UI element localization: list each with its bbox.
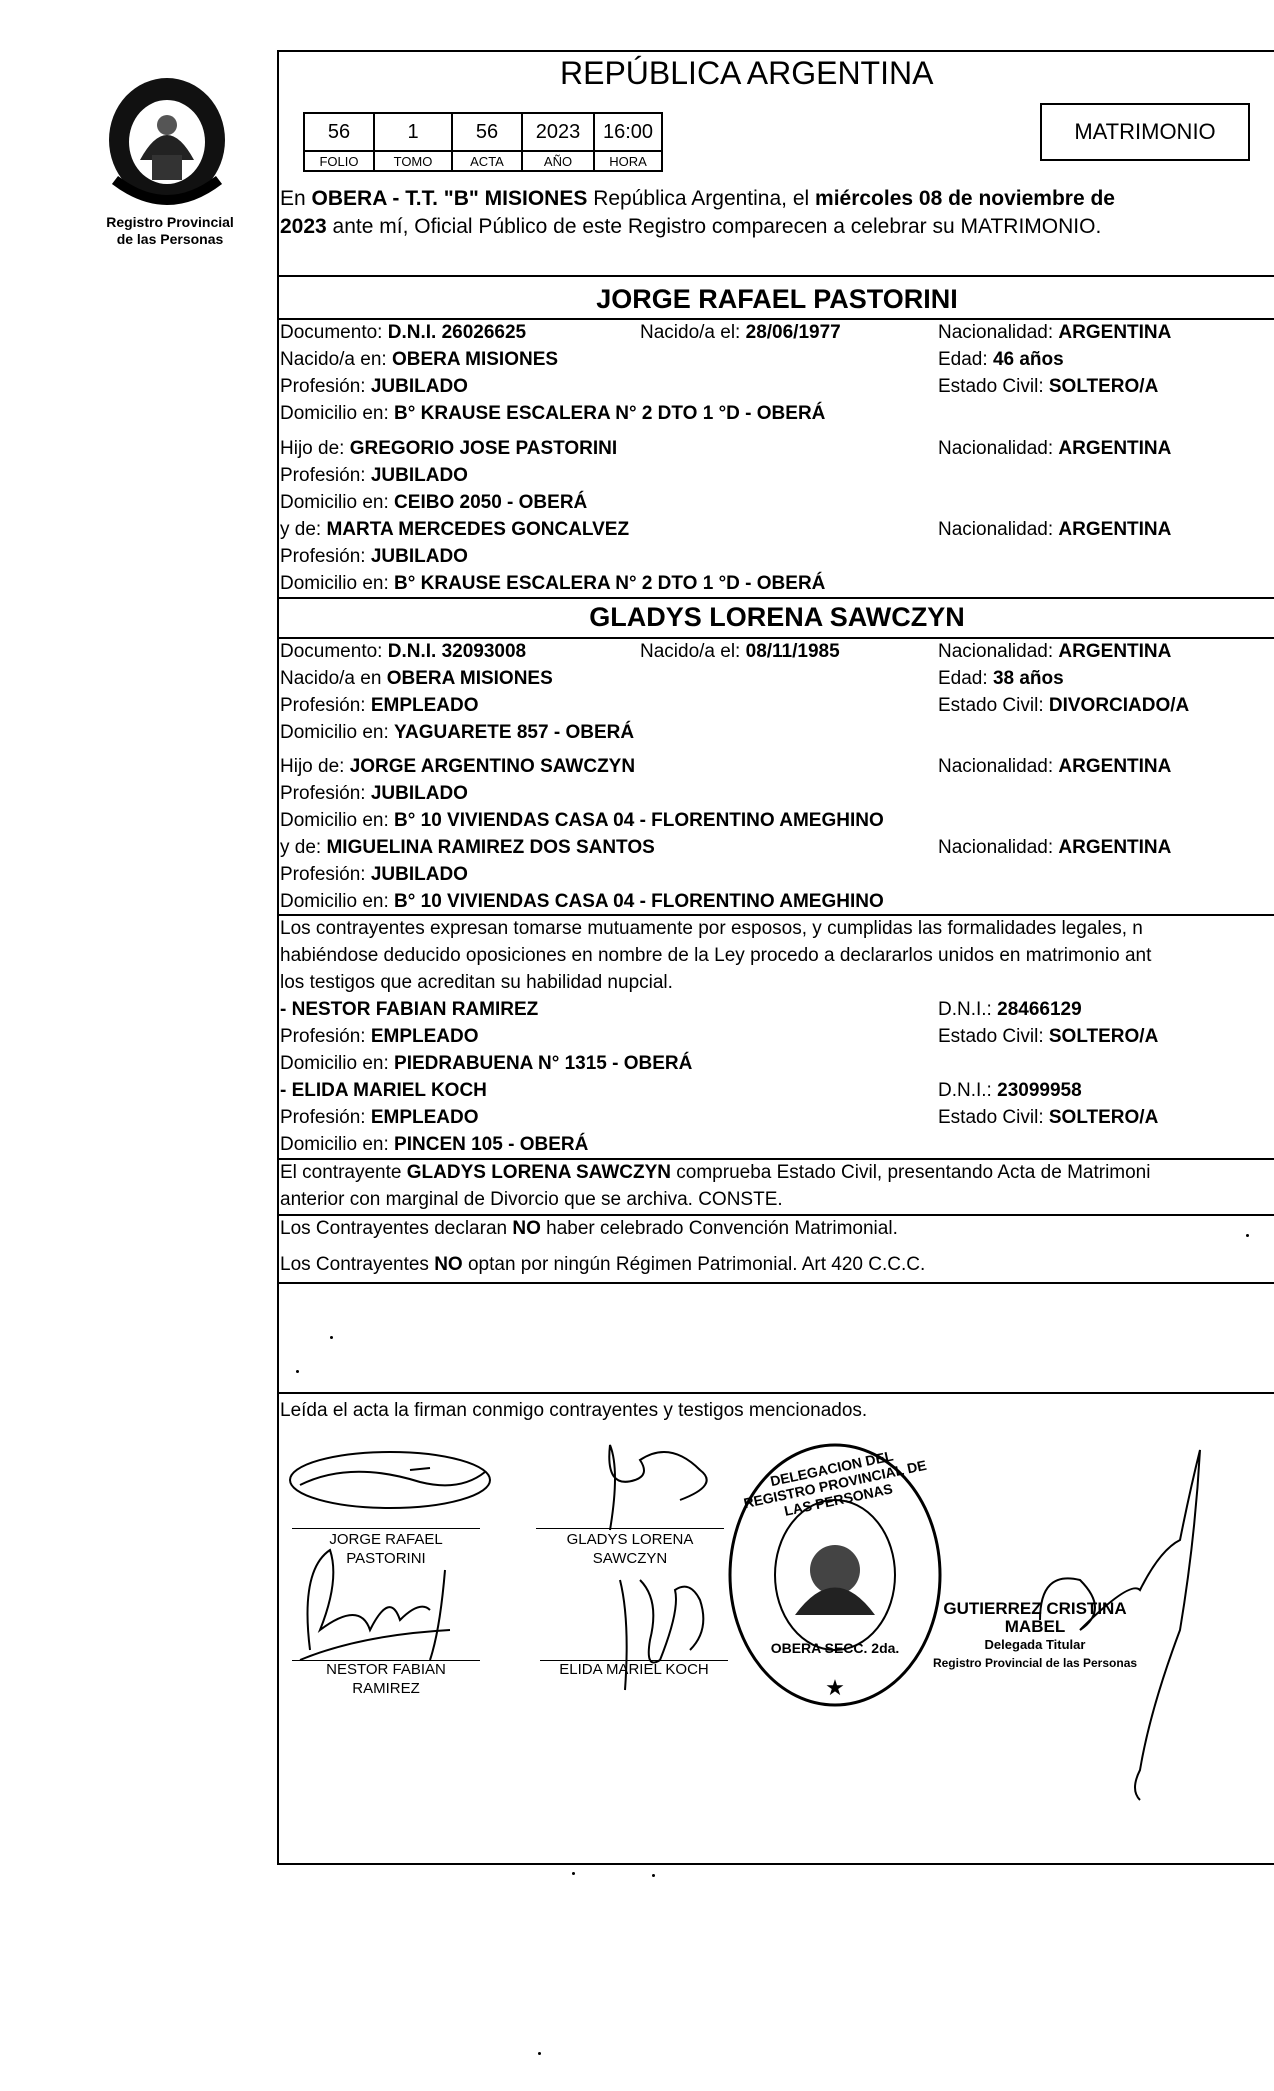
official-name: GUTIERREZ CRISTINA MABEL (943, 1599, 1127, 1636)
c2-civil (938, 693, 1189, 719)
svg-text:★: ★ (825, 1676, 845, 1701)
hora-label: HORA (594, 151, 662, 171)
label: Nacido/a el: (640, 322, 746, 343)
label: Profesión: (280, 1026, 371, 1047)
signer-2-name (536, 1530, 724, 1568)
official-role: Delegada Titular (984, 1637, 1086, 1652)
c1-father-nationality (938, 436, 1171, 462)
folio-value: 56 (304, 113, 374, 151)
convention-note (280, 1216, 898, 1242)
label: Estado Civil: (938, 1107, 1049, 1128)
c1-born (640, 320, 841, 346)
c1-mother (280, 517, 629, 543)
stamp-text: DELEGACION DEL REGISTRO PROVINCIAL DE LAS PERSONAS (742, 1447, 928, 1519)
label: Documento: (280, 641, 388, 662)
value: B° 10 VIVIENDAS CASA 04 - FLORENTINO AMEGHINO (394, 810, 884, 831)
label: Edad: (938, 668, 993, 689)
divider (277, 275, 1274, 277)
label: Profesión: (280, 1107, 371, 1128)
value: ARGENTINA (1058, 756, 1172, 777)
label: Domicilio en: (280, 403, 395, 424)
c2-profession (280, 693, 479, 719)
value: 08/11/1985 (745, 641, 840, 662)
signature-line-2 (536, 1528, 724, 1529)
stray-dot (572, 1872, 575, 1875)
c2-mother-address (280, 889, 884, 915)
value: JUBILADO (370, 783, 468, 804)
top-border (277, 50, 1274, 52)
c1-nationality (938, 320, 1171, 346)
c1-age (938, 347, 1064, 373)
signer-3-name (292, 1660, 480, 1698)
label: y de: (280, 837, 327, 858)
signer-name-line: PASTORINI (346, 1550, 426, 1567)
anio-value: 2023 (522, 113, 594, 151)
text: NO (512, 1218, 541, 1239)
stray-dot (296, 1370, 299, 1373)
value: JUBILADO (370, 546, 468, 567)
logo-label-line: de las Personas (116, 231, 224, 247)
civil-status-note (280, 1160, 1150, 1186)
value: CEIBO 2050 - OBERÁ (394, 492, 588, 513)
value: ARGENTINA (1058, 837, 1172, 858)
c1-address (280, 401, 825, 427)
divider (277, 1392, 1274, 1394)
tomo-value: 1 (374, 113, 452, 151)
c2-address (280, 720, 634, 746)
acta-value: 56 (452, 113, 522, 151)
label: Domicilio en: (280, 1053, 395, 1074)
c2-father-nationality (938, 754, 1171, 780)
label: Domicilio en: (280, 573, 395, 594)
value: OBERA MISIONES (386, 668, 553, 689)
label: Estado Civil: (938, 695, 1049, 716)
label: Nacionalidad: (938, 837, 1059, 858)
value: PINCEN 105 - OBERÁ (394, 1134, 589, 1155)
signer-name-line: SAWCZYN (592, 1550, 668, 1567)
c2-nationality (938, 639, 1171, 665)
logo-label (70, 214, 270, 248)
signer-name-line: RAMIREZ (352, 1680, 420, 1697)
value: JUBILADO (370, 465, 468, 486)
intro-place: OBERA - T.T. "B" MISIONES (311, 187, 588, 210)
label: Nacido/a en (280, 668, 387, 689)
c1-document (280, 320, 526, 346)
text: haber celebrado Convención Matrimonial. (540, 1218, 898, 1239)
witness-2-address (280, 1132, 588, 1158)
label: Nacionalidad: (938, 519, 1059, 540)
stray-dot (330, 1336, 333, 1339)
c1-mother-nationality (938, 517, 1171, 543)
witness-2-profession (280, 1105, 479, 1131)
value: SOLTERO/A (1048, 376, 1159, 397)
label: Hijo de: (280, 438, 350, 459)
value: GREGORIO JOSE PASTORINI (349, 438, 618, 459)
text: GLADYS LORENA SAWCZYN (406, 1162, 671, 1183)
declaration-line: Los contrayentes expresan tomarse mutuamente por esposos, y cumplidas las formalidades legales, n (280, 918, 1143, 939)
value: ARGENTINA (1058, 322, 1172, 343)
value: B° 10 VIVIENDAS CASA 04 - FLORENTINO AMEGHINO (394, 891, 884, 912)
text: comprueba Estado Civil, presentando Acta de Matrimoni (671, 1162, 1151, 1183)
value: MIGUELINA RAMIREZ DOS SANTOS (326, 837, 655, 858)
label: Nacido/a el: (640, 641, 746, 662)
value: ARGENTINA (1058, 519, 1172, 540)
intro-text: República Argentina, el (587, 187, 816, 210)
divider (277, 1282, 1274, 1284)
witness-2-name: - ELIDA MARIEL KOCH (280, 1080, 487, 1101)
intro-line-1 (280, 186, 1115, 212)
label: Nacionalidad: (938, 756, 1059, 777)
contrayente-1-name: JORGE RAFAEL PASTORINI (596, 284, 958, 314)
label: Nacido/a en: (280, 349, 392, 370)
label: Hijo de: (280, 756, 350, 777)
label: Domicilio en: (280, 1134, 395, 1155)
left-border (277, 50, 279, 1865)
label: D.N.I.: (938, 1080, 998, 1101)
witness-1-address (280, 1051, 692, 1077)
intro-line-2 (280, 214, 1101, 240)
official-stamp (725, 1440, 945, 1710)
value: 23099958 (997, 1080, 1082, 1101)
c2-document (280, 639, 526, 665)
signature-scribble-2 (609, 1445, 706, 1530)
witness-2-dni (938, 1078, 1082, 1104)
c2-mother-profession (280, 862, 468, 888)
c2-mother-nationality (938, 835, 1171, 861)
contrayente-2-name: GLADYS LORENA SAWCZYN (589, 602, 965, 632)
value: JUBILADO (370, 376, 468, 397)
c2-mother (280, 835, 655, 861)
value: 38 años (992, 668, 1064, 689)
c1-father (280, 436, 617, 462)
country-title: REPÚBLICA ARGENTINA (560, 55, 934, 91)
value: EMPLEADO (370, 1107, 479, 1128)
c1-profession (280, 374, 468, 400)
anio-label: AÑO (522, 151, 594, 171)
label: Domicilio en: (280, 722, 395, 743)
provincial-registry-logo (100, 70, 235, 215)
act-type-box: MATRIMONIO (1040, 103, 1250, 161)
value: YAGUARETE 857 - OBERÁ (394, 722, 635, 743)
c2-father (280, 754, 635, 780)
label: Nacionalidad: (938, 641, 1059, 662)
bottom-border (277, 1863, 1274, 1865)
label: Profesión: (280, 864, 371, 885)
value: ARGENTINA (1058, 438, 1172, 459)
value: EMPLEADO (370, 695, 479, 716)
declaration-line: los testigos que acreditan su habilidad nupcial. (280, 972, 673, 993)
civil-status-note-2: anterior con marginal de Divorcio que se archiva. CONSTE. (280, 1189, 783, 1210)
value: JORGE ARGENTINO SAWCZYN (349, 756, 636, 777)
folio-label: FOLIO (304, 151, 374, 171)
value: DIVORCIADO/A (1048, 695, 1190, 716)
label: Profesión: (280, 376, 371, 397)
value: D.N.I. 32093008 (387, 641, 527, 662)
signer-1-name (292, 1530, 480, 1568)
stamp-inner-text: OBERA SECC. 2da. (770, 1640, 900, 1656)
label: Nacionalidad: (938, 438, 1059, 459)
stray-dot (1246, 1234, 1249, 1237)
stray-dot (538, 2052, 541, 2055)
intro-text: En (280, 187, 312, 210)
value: JUBILADO (370, 864, 468, 885)
official-signer-block (925, 1600, 1145, 1672)
signer-name-line: NESTOR FABIAN (326, 1661, 446, 1678)
registry-table (303, 112, 663, 172)
value: SOLTERO/A (1048, 1026, 1159, 1047)
c1-father-address (280, 490, 587, 516)
intro-year: 2023 (280, 215, 327, 238)
witness-2-civil (938, 1105, 1158, 1131)
label: Edad: (938, 349, 993, 370)
value: MARTA MERCEDES GONCALVEZ (326, 519, 630, 540)
closing-text: Leída el acta la firman conmigo contrayentes y testigos mencionados. (280, 1400, 868, 1421)
label: Profesión: (280, 465, 371, 486)
signature-line-1 (292, 1528, 480, 1529)
value: 28466129 (997, 999, 1082, 1020)
c2-age (938, 666, 1064, 692)
label: Profesión: (280, 695, 371, 716)
acta-label: ACTA (452, 151, 522, 171)
regime-note (280, 1252, 925, 1278)
value: OBERA MISIONES (391, 349, 559, 370)
witness-1-civil (938, 1024, 1158, 1050)
label: Domicilio en: (280, 891, 395, 912)
c1-mother-address (280, 571, 825, 597)
label: Estado Civil: (938, 1026, 1049, 1047)
signer-4-name: ELIDA MARIEL KOCH (559, 1661, 709, 1678)
logo-label-line: Registro Provincial (106, 214, 234, 230)
value: B° KRAUSE ESCALERA N° 2 DTO 1 °D - OBERÁ (394, 573, 826, 594)
witness-1-name: - NESTOR FABIAN RAMIREZ (280, 999, 539, 1020)
label: Nacionalidad: (938, 322, 1059, 343)
value: PIEDRABUENA N° 1315 - OBERÁ (394, 1053, 693, 1074)
tomo-label: TOMO (374, 151, 452, 171)
official-registry: Registro Provincial de las Personas (932, 1656, 1138, 1670)
c2-born (640, 639, 840, 665)
value: 46 años (992, 349, 1064, 370)
text: NO (434, 1254, 463, 1275)
label: Profesión: (280, 546, 371, 567)
value: EMPLEADO (370, 1026, 479, 1047)
stray-dot (652, 1874, 655, 1877)
text: El contrayente (280, 1162, 407, 1183)
value: 28/06/1977 (745, 322, 841, 343)
text: optan por ningún Régimen Patrimonial. Art 420 C.C.C. (462, 1254, 926, 1275)
witness-1-dni (938, 997, 1082, 1023)
text: Los Contrayentes (280, 1254, 435, 1275)
c1-mother-profession (280, 544, 468, 570)
label: y de: (280, 519, 327, 540)
signature-scribble-1 (290, 1452, 490, 1508)
c2-place (280, 666, 553, 692)
declaration-line: habiéndose deducido oposiciones en nombre de la Ley procedo a declararlos unidos en matrimonio ant (280, 945, 1152, 966)
c1-civil (938, 374, 1158, 400)
hora-value: 16:00 (594, 113, 662, 151)
label: Domicilio en: (280, 492, 395, 513)
signer-name-line: GLADYS LORENA (566, 1531, 694, 1548)
witness-1-profession (280, 1024, 479, 1050)
value: ARGENTINA (1058, 641, 1172, 662)
label: Domicilio en: (280, 810, 395, 831)
label: Profesión: (280, 783, 371, 804)
c2-father-profession (280, 781, 468, 807)
divider (277, 597, 1274, 599)
intro-text: ante mí, Oficial Público de este Registro comparecen a celebrar su MATRIMONIO. (326, 215, 1102, 238)
text: Los Contrayentes declaran (280, 1218, 513, 1239)
intro-date: miércoles 08 de noviembre de (815, 187, 1115, 210)
value: SOLTERO/A (1048, 1107, 1159, 1128)
label: Documento: (280, 322, 388, 343)
c2-father-address (280, 808, 884, 834)
label: Estado Civil: (938, 376, 1049, 397)
label: D.N.I.: (938, 999, 998, 1020)
value: D.N.I. 26026625 (387, 322, 527, 343)
c1-place (280, 347, 558, 373)
signer-name-line: JORGE RAFAEL (329, 1531, 443, 1548)
value: B° KRAUSE ESCALERA N° 2 DTO 1 °D - OBERÁ (394, 403, 826, 424)
c1-father-profession (280, 463, 468, 489)
